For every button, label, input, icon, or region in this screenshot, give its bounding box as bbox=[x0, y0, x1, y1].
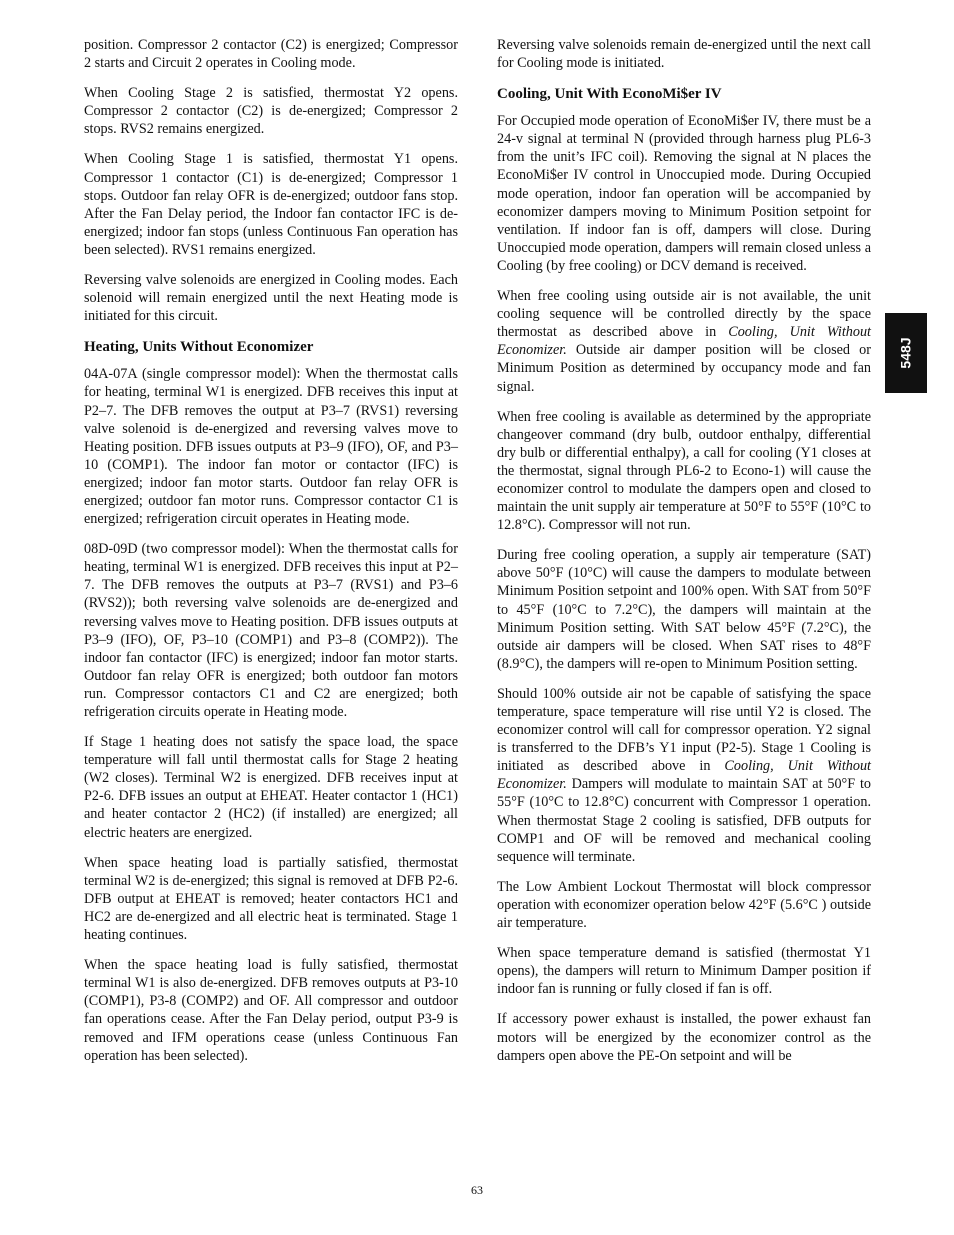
paragraph: position. Compressor 2 contactor (C2) is energized; Compressor 2 starts and Circuit 2 operates in Cooling mode. bbox=[84, 37, 458, 72]
paragraph: For Occupied mode operation of EconoMi$er IV, there must be a 24-v signal at terminal N (provided through harness plug PL6-3 from the unit’s IFC coil). Removing the signal at N places the EconoMi$er IV control in Unoccupied mode. During Occupied mode operation, indoor fan operation will be accompanied by economizer dampers moving to Minimum Position setpoint for ventilation. If indoor fan is off, dampers will close. During Unoccupied mode operation, dampers will remain closed unless a Cooling (by free cooling) or DCV demand is received. bbox=[497, 113, 871, 274]
paragraph: The Low Ambient Lockout Thermostat will block compressor operation with economizer operation below 42°F (5.6°C ) outside air temperature. bbox=[497, 878, 871, 932]
paragraph: During free cooling operation, a supply air temperature (SAT) above 50°F (10°C) will cause the dampers to modulate between Minimum Position setpoint and 100% open. With SAT from 50°F to 45°F (10°C to 7.2°C), the dampers will maintain at the Minimum Position setting. With SAT below 45°F (7.2°C), the outside air dampers will be closed. When SAT rises to 48°F (8.9°C), the dampers will re-open to Minimum Position setting. bbox=[497, 547, 871, 672]
paragraph: When space temperature demand is satisfied (thermostat Y1 opens), the dampers will return to Minimum Damper position if indoor fan is running or fully closed if fan is off. bbox=[497, 945, 871, 998]
paragraph bbox=[497, 287, 871, 396]
left-column bbox=[84, 36, 458, 1077]
text-run: Should 100% outside air not be capable of satisfying the space temperature, space temperature will rise until Y2 is closed. The economizer control will call for compressor operation. Y2 signal is transferred to the DFB’s Y1 input (P2-5). Stage 1 Cooling is initiated as described above in bbox=[497, 685, 871, 775]
text-run: Dampers will modulate to maintain SAT at 50°F to 55°F (10°C to 12.8°C) concurrent with Compressor 1 operation. When thermostat Stage 2 cooling is satisfied, DFB outputs for COMP1 and OF will be removed and mechanical cooling sequence will terminate. bbox=[497, 776, 871, 865]
paragraph: 04A-07A (single compressor model): When the thermostat calls for heating, terminal W1 is energized. DFB receives this input at P2–7. The DFB removes the output at P3–7 (RVS1) reversing valve solenoid is de-energized and reversing valves move to Heating position. DFB issues outputs at P3–9 (IFO), OF, and P3–10 (COMP1). The indoor fan motor or contactor (IFC) is energized; indoor fan motor starts. Outdoor fan relay OFR is energized; outdoor fan motor runs. Compressor contactor C1 is energized; refrigeration circuit operates in Heating mode. bbox=[84, 366, 458, 528]
paragraph: When free cooling is available as determined by the appropriate changeover command (dry bulb, outdoor enthalpy, differential dry bulb or differential enthalpy), a call for cooling (Y1 closes at the thermostat, signal through PL6-2 to Econo-1) will cause the economizer control to modulate the dampers open and closed to maintain the unit supply air temperature at 50°F to 55°F (10°C to 12.8°C). Compressor will not run. bbox=[497, 408, 871, 534]
paragraph: If accessory power exhaust is installed, the power exhaust fan motors will be energized by the economizer control as the dampers open above the PE-On setpoint and will be bbox=[497, 1011, 871, 1064]
paragraph: When Cooling Stage 1 is satisfied, thermostat Y1 opens. Compressor 1 contactor (C1) is de-energized; Compressor 1 stops. Outdoor fan relay OFR is de-energized; outdoor fans stop. After the Fan Delay period, the Indoor fan contactor IFC is de-energized; indoor fan stops (unless Continuous Fan operation has been selected). RVS1 remains energized. bbox=[84, 151, 458, 258]
paragraph: When Cooling Stage 2 is satisfied, thermostat Y2 opens. Compressor 2 contactor (C2) is de-energized; Compressor 2 stops. RVS2 remains energized. bbox=[84, 85, 458, 138]
model-side-tab bbox=[885, 313, 927, 393]
section-reference: Cooling, Unit Without Economizer. bbox=[497, 758, 871, 793]
paragraph: When the space heating load is fully satisfied, thermostat terminal W1 is also de-energized. DFB removes outputs at P3-10 (COMP1), P3-8 (COMP2) and OF. All compressor and outdoor fan operations cease. After the Fan Delay period, output P3-9 is removed and IFM operations cease (unless Continuous Fan operation has been selected). bbox=[84, 957, 458, 1064]
page-number: 63 bbox=[471, 1183, 483, 1197]
paragraph: Reversing valve solenoids are energized in Cooling modes. Each solenoid will remain energized until the next Heating mode is initiated for this circuit. bbox=[84, 272, 458, 325]
paragraph: 08D-09D (two compressor model): When the thermostat calls for heating, terminal W1 is energized. DFB receives this input at P2–7. The DFB removes the outputs at P3–7 (RVS1) and P3–6 (RVS2)); both reversing valve solenoids are de-energized and reversing valves move to Heating position. DFB issues outputs at P3–9 (IFO), OF, P3–10 (COMP1) and P3–8 (COMP2)). The indoor fan contactor (IFC) is energized; indoor fan motor starts. Outdoor fan relay OFR is energized; both outdoor fan motors run. Compressor contactors C1 and C2 are energized; both refrigeration circuits operate in Heating mode. bbox=[84, 541, 458, 720]
right-column bbox=[497, 36, 871, 1077]
text-run: When free cooling using outside air is not available, the unit cooling sequence will be controlled directly by the space thermostat as described above in bbox=[497, 288, 871, 341]
paragraph: Reversing valve solenoids remain de-energized until the next call for Cooling mode is initiated. bbox=[497, 37, 871, 72]
model-label: 548J bbox=[898, 337, 914, 369]
paragraph bbox=[497, 685, 871, 866]
section-heading: Cooling, Unit With EconoMi$er IV bbox=[497, 86, 722, 103]
text-run: Outside air damper position will be closed or Minimum Position as determined by occupancy mode and fan signal. bbox=[497, 342, 871, 395]
paragraph: If Stage 1 heating does not satisfy the space load, the space temperature will fall until thermostat calls for Stage 2 heating (W2 closes). Terminal W2 is energized. DFB receives input at P2-6. DFB issues an output at EHEAT. Heater contactor 1 (HC1) and heater contactor 2 (HC2) (if installed) are energized; all electric heaters are energized. bbox=[84, 734, 458, 841]
paragraph: When space heating load is partially satisfied, thermostat terminal W2 is de-energized; this signal is removed at DFB P2-6. DFB output at EHEAT is removed; heater contactors HC1 and HC2 are de-energized and all electric heat is terminated. Stage 1 heating continues. bbox=[84, 854, 458, 944]
section-heading: Heating, Units Without Economizer bbox=[84, 339, 314, 356]
section-reference: Cooling, Unit Without Economizer. bbox=[497, 324, 871, 359]
